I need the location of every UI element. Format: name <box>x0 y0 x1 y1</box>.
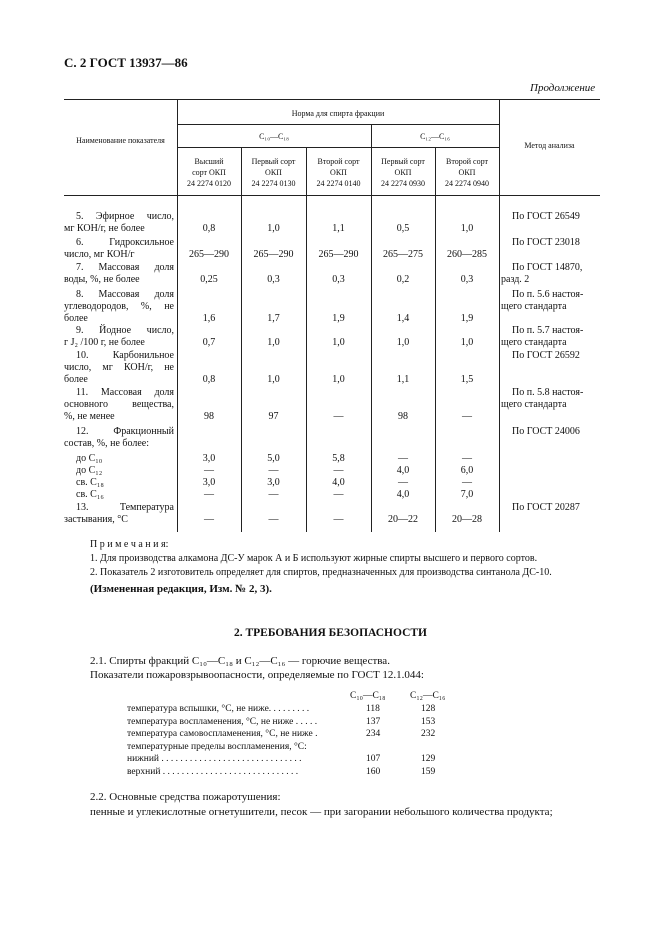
paragraph-2-2: 2.2. Основные средства пожаротушения: <box>90 791 281 803</box>
table-cell-value: — <box>204 514 214 525</box>
table-cell-value: 20—22 <box>388 514 418 525</box>
row-name-line: г J₂ /100 г, не более <box>64 337 145 348</box>
fire-indicator-value: 129 <box>421 754 436 764</box>
fraction-c12-c16-header: С₁₂—С₁₆ <box>420 132 450 141</box>
fire-indicator-value: 159 <box>421 766 436 777</box>
table-cell-method: По ГОСТ 24006 <box>512 426 580 437</box>
method-header: Метод анализа <box>524 141 575 150</box>
table-cell-value: 0,3 <box>460 274 474 285</box>
grade-subheader-line: 24 2274 0120 <box>187 179 231 188</box>
table-cell-value: 0,3 <box>267 274 280 285</box>
row-name-line: состав, %, не более: <box>64 438 149 449</box>
grade-subheader-line: Высший <box>194 157 224 166</box>
fire-indicator-label: температура воспламенения, °С, не ниже . . . . . <box>127 716 318 727</box>
row-name-line: мг КОН/г, не более <box>64 223 145 234</box>
paragraph-2-1: 2.1. Спирты фракций С₁₀—С₁₈ и С₁₂—С₁₆ — горючие вещества. <box>90 655 390 667</box>
fire-indicator-label: температурные пределы воспламенения, °С: <box>127 741 307 752</box>
table-cell-value: — <box>204 465 214 476</box>
grade-subheader-line: Второй сорт <box>446 157 488 166</box>
fire-col-c12-c16: С₁₂—С₁₆ <box>410 691 446 701</box>
table-cell-value: — <box>333 489 344 500</box>
fire-indicator-value: 137 <box>366 716 381 727</box>
fire-indicator-value: 232 <box>421 729 436 739</box>
row-name-line: число, мг КОН/г <box>64 249 135 260</box>
grade-subheader-line: 24 2274 0130 <box>251 179 296 188</box>
table-cell-value: 1,0 <box>460 337 474 348</box>
row-name-line: св. С₁₆ <box>76 489 104 500</box>
table-cell-value: 20—28 <box>452 514 482 525</box>
table-cell-value: 3,0 <box>202 453 216 464</box>
table-cell-method: По ГОСТ 26592 <box>512 350 580 361</box>
fire-indicator-value: 118 <box>366 704 380 714</box>
grade-subheader-line: сорт ОКП <box>192 168 226 177</box>
row-name-line: застывания, °С <box>64 514 128 525</box>
fire-indicator-value: 107 <box>366 754 381 764</box>
edition-note: (Измененная редакция, Изм. № 2, 3). <box>90 583 272 595</box>
table-cell-method: По ГОСТ 20287 <box>512 502 580 513</box>
table-cell-value: — <box>333 411 344 422</box>
fire-indicator-label: нижний . . . . . . . . . . . . . . . . . . . . . . . . . . . . . . <box>127 754 302 764</box>
grade-subheader-line: 24 2274 0930 <box>381 179 425 188</box>
fire-indicator-label: температура самовоспламенения, °С, не ниже . <box>127 729 318 739</box>
table-cell-value: — <box>462 453 472 464</box>
grade-subheader-line: 24 2274 0940 <box>445 179 489 188</box>
table-cell-value: 97 <box>268 411 279 422</box>
table-cell-value: 5,8 <box>332 453 345 464</box>
grade-subheader-line: 24 2274 0140 <box>316 179 361 188</box>
table-cell-method: По ГОСТ 14870, <box>512 262 583 273</box>
table-cell-method: По п. 5.8 настоя- <box>512 387 584 398</box>
note-item: 1. Для производства алкамона ДС-У марок А и Б используют жирные спирты высшего и первого сортов. <box>90 553 538 564</box>
fire-indicator-value: 153 <box>421 716 436 727</box>
row-name-line: 6. Гидроксильное <box>76 237 174 248</box>
table-cell-value: 1,0 <box>267 374 280 385</box>
fire-indicator-value: 234 <box>366 729 381 739</box>
table-cell-value: 0,2 <box>396 274 410 285</box>
table-cell-value: 7,0 <box>460 489 474 500</box>
grade-subheader-line: ОКП <box>394 168 412 177</box>
table-cell-value: 1,1 <box>332 223 345 234</box>
table-cell-method: По п. 5.6 настоя- <box>512 289 584 300</box>
row-name-line: 5. Эфирное число, <box>76 211 174 222</box>
row-name-line: 12. Фракционный <box>76 426 174 437</box>
grade-subheader-line: Первый сорт <box>381 157 425 166</box>
column-header-name: Наименование показателя <box>76 136 165 145</box>
table-cell-value: 4,0 <box>332 477 345 488</box>
continued-label: Продолжение <box>530 82 596 94</box>
paragraph-2-2-text: пенные и углекислотные огнетушители, песок — при загорании небольшого количества продукта; <box>90 806 553 818</box>
row-name-line: основного вещества, <box>64 399 174 410</box>
table-cell-value: — <box>204 489 214 500</box>
table-cell-value: 1,5 <box>460 374 474 385</box>
row-name-line: углеводородов, %, не <box>64 301 174 312</box>
table-cell-value: 265—290 <box>189 249 229 260</box>
fraction-c10-c18-header: С₁₀—С₁₈ <box>259 132 289 141</box>
row-name-line: воды, %, не более <box>64 274 140 285</box>
row-name-line: 10. Карбонильное <box>76 350 174 361</box>
table-cell-value: — <box>462 411 472 422</box>
note-item: 2. Показатель 2 изготовитель определяет для спиртов, предназначенных для производства синтанола ДС-10. <box>90 567 552 578</box>
table-cell-value: — <box>268 514 279 525</box>
row-name-line: 8. Массовая доля <box>76 289 174 300</box>
table-cell-value: — <box>333 514 344 525</box>
grade-subheader-line: ОКП <box>458 168 476 177</box>
table-cell-method: По п. 5.7 настоя- <box>512 325 584 336</box>
row-name-line: до С₁₂ <box>76 465 103 476</box>
fire-indicator-value: 160 <box>366 766 381 777</box>
table-cell-value: 98 <box>204 411 214 422</box>
row-name-line: до С₁₀ <box>76 453 103 464</box>
table-cell-value: 260—285 <box>447 249 487 260</box>
document-header: С. 2 ГОСТ 13937—86 <box>64 55 188 70</box>
table-cell-value: — <box>333 465 344 476</box>
table-cell-value: 6,0 <box>460 465 474 476</box>
table-cell-value: 1,0 <box>267 337 280 348</box>
table-cell-value: 265—275 <box>383 249 423 260</box>
table-cell-value: 0,25 <box>200 274 218 285</box>
table-cell-method: По ГОСТ 26549 <box>512 211 580 222</box>
fire-col-c10-c18: С₁₀—С₁₈ <box>350 691 386 701</box>
row-name-line: 11. Массовая доля <box>76 387 174 398</box>
row-name-line: 9. Йодное число, <box>76 325 174 336</box>
table-cell-method: разд. 2 <box>501 274 530 285</box>
table-cell-value: 0,7 <box>202 337 216 348</box>
row-name-line: %, не менее <box>64 411 115 422</box>
row-name-line: св. С₁₈ <box>76 477 104 488</box>
table-cell-value: — <box>398 477 408 488</box>
table-cell-value: — <box>268 465 279 476</box>
row-name-line: более <box>64 374 88 385</box>
table-cell-value: 1,4 <box>396 313 410 324</box>
table-cell-method: По ГОСТ 23018 <box>512 237 580 248</box>
table-cell-value: 0,8 <box>202 374 216 385</box>
table-cell-value: 265—290 <box>253 249 294 260</box>
fire-indicator-label: верхний . . . . . . . . . . . . . . . . . . . . . . . . . . . . . <box>127 766 299 777</box>
fire-indicator-value: 128 <box>421 704 436 714</box>
table-cell-value: 3,0 <box>202 477 216 488</box>
table-cell-value: 5,0 <box>267 453 280 464</box>
table-cell-value: 1,0 <box>460 223 474 234</box>
row-name-line: 7. Массовая доля <box>76 262 174 273</box>
table-cell-value: 1,9 <box>332 313 345 324</box>
table-cell-value: 1,0 <box>396 337 410 348</box>
table-cell-value: 98 <box>398 411 408 422</box>
grade-subheader-line: Первый сорт <box>251 157 296 166</box>
grade-subheader-line: Второй сорт <box>317 157 360 166</box>
row-name-line: число, мг КОН/г, не <box>64 362 174 373</box>
notes-title: П р и м е ч а н и я: <box>90 539 169 550</box>
table-cell-value: 1,9 <box>460 313 474 324</box>
norm-header: Норма для спирта фракции <box>291 109 385 118</box>
table-cell-value: 1,1 <box>396 374 410 385</box>
grade-subheader-line: ОКП <box>330 168 347 177</box>
table-cell-value: 1,0 <box>332 337 345 348</box>
section-title: 2. ТРЕБОВАНИЯ БЕЗОПАСНОСТИ <box>233 627 428 639</box>
notes-block <box>64 538 600 596</box>
fire-indicator-label: температура вспышки, °С, не ниже. . . . . . . . . <box>127 704 310 714</box>
table-cell-method: щего стандарта <box>501 337 567 348</box>
table-cell-value: 4,0 <box>396 489 410 500</box>
table-cell-value: 265—290 <box>318 249 359 260</box>
table-cell-value: 1,0 <box>332 374 345 385</box>
table-cell-value: 0,3 <box>332 274 345 285</box>
table-cell-value: 0,8 <box>202 223 216 234</box>
table-cell-value: 4,0 <box>396 465 410 476</box>
paragraph-2-1-continued: Показатели пожаровзрывоопасности, определяемые по ГОСТ 12.1.044: <box>90 669 424 681</box>
table-cell-value: — <box>462 477 472 488</box>
table-cell-value: 0,5 <box>396 223 410 234</box>
table-cell-value: — <box>268 489 279 500</box>
table-cell-method: щего стандарта <box>501 399 567 410</box>
grade-subheader-line: ОКП <box>265 168 282 177</box>
table-cell-value: 1,0 <box>267 223 280 234</box>
table-cell-method: щего стандарта <box>501 301 567 312</box>
row-name-line: 13. Температура <box>76 502 174 513</box>
table-cell-value: 1,6 <box>202 313 216 324</box>
row-name-line: более <box>64 313 88 324</box>
table-cell-value: — <box>398 453 408 464</box>
table-cell-value: 1,7 <box>267 313 280 324</box>
table-cell-value: 3,0 <box>267 477 280 488</box>
